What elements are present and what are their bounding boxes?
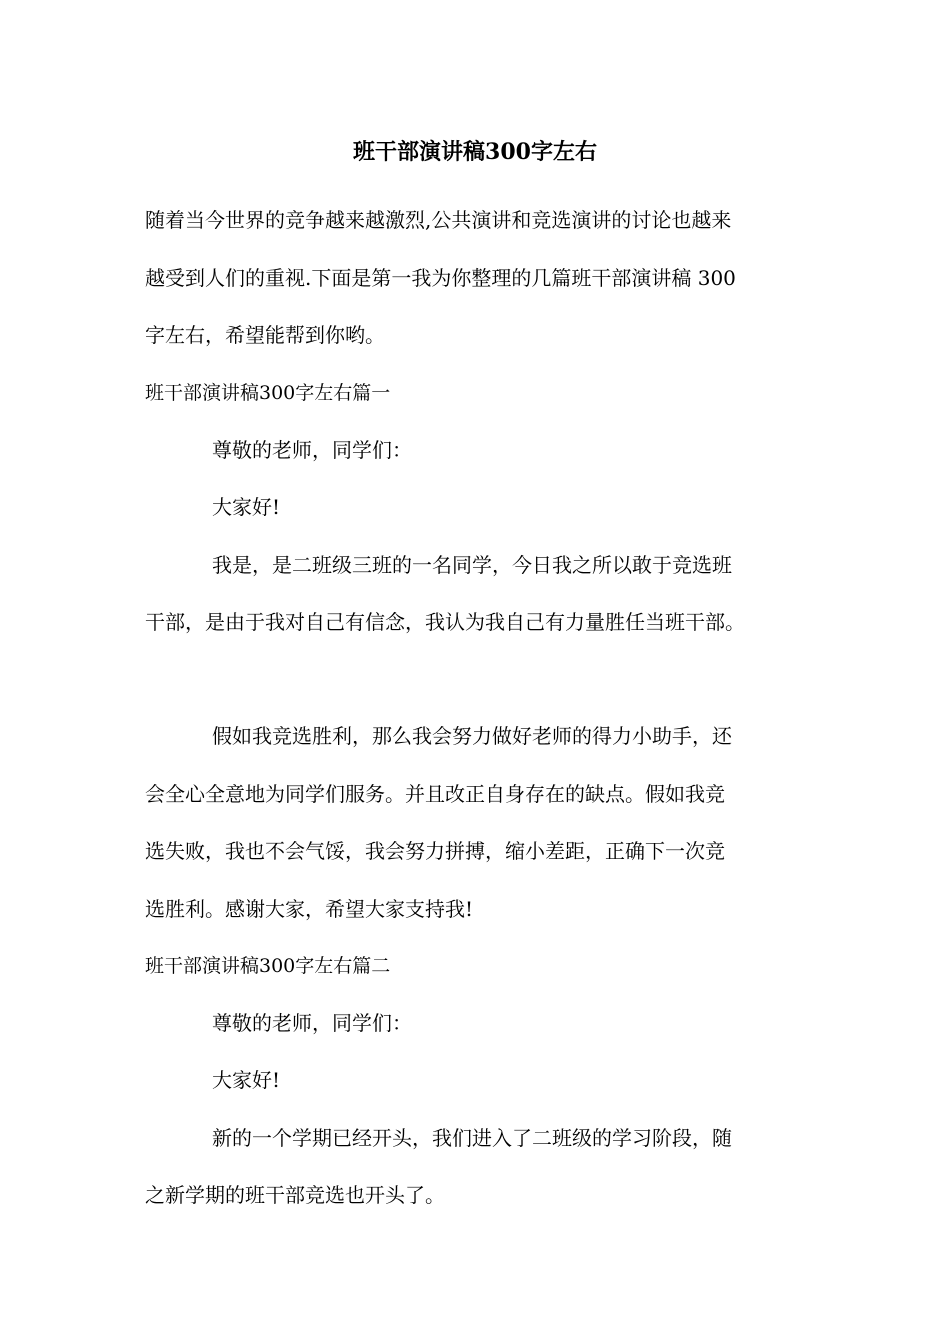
document-title: 班干部演讲稿300字左右 (353, 139, 597, 165)
intro-line-1: 随着当今世界的竞争越来越激烈,公共演讲和竞选演讲的讨论也越来 (145, 208, 732, 232)
paragraph-3-line-2: 之新学期的班干部竞选也开头了。 (145, 1183, 445, 1207)
intro-line-3: 字左右，希望能帮到你哟。 (145, 323, 385, 347)
paragraph-2-line-3: 选失败，我也不会气馁，我会努力拼搏，缩小差距，正确下一次竞 (145, 839, 725, 863)
greeting-1: 大家好! (212, 495, 281, 519)
section-heading-1: 班干部演讲稿300字左右篇一 (145, 382, 391, 404)
intro-line-2: 越受到人们的重视.下面是第一我为你整理的几篇班干部演讲稿 300 (145, 266, 736, 290)
paragraph-1-line-1: 我是，是二班级三班的一名同学，今日我之所以敢于竞选班 (212, 553, 732, 577)
paragraph-2-line-1: 假如我竞选胜利，那么我会努力做好老师的得力小助手，还 (212, 724, 732, 748)
greeting-2: 大家好! (212, 1068, 281, 1092)
salutation-1: 尊敬的老师，同学们： (212, 438, 412, 462)
paragraph-1-line-2: 干部，是由于我对自己有信念，我认为我自己有力量胜任当班干部。 (145, 610, 745, 634)
section-heading-2: 班干部演讲稿300字左右篇二 (145, 955, 391, 977)
paragraph-2-line-4: 选胜利。感谢大家，希望大家支持我! (145, 897, 474, 921)
paragraph-3-line-1: 新的一个学期已经开头，我们进入了二班级的学习阶段，随 (212, 1126, 732, 1150)
paragraph-2-line-2: 会全心全意地为同学们服务。并且改正自身存在的缺点。假如我竞 (145, 782, 725, 806)
salutation-2: 尊敬的老师，同学们： (212, 1011, 412, 1035)
